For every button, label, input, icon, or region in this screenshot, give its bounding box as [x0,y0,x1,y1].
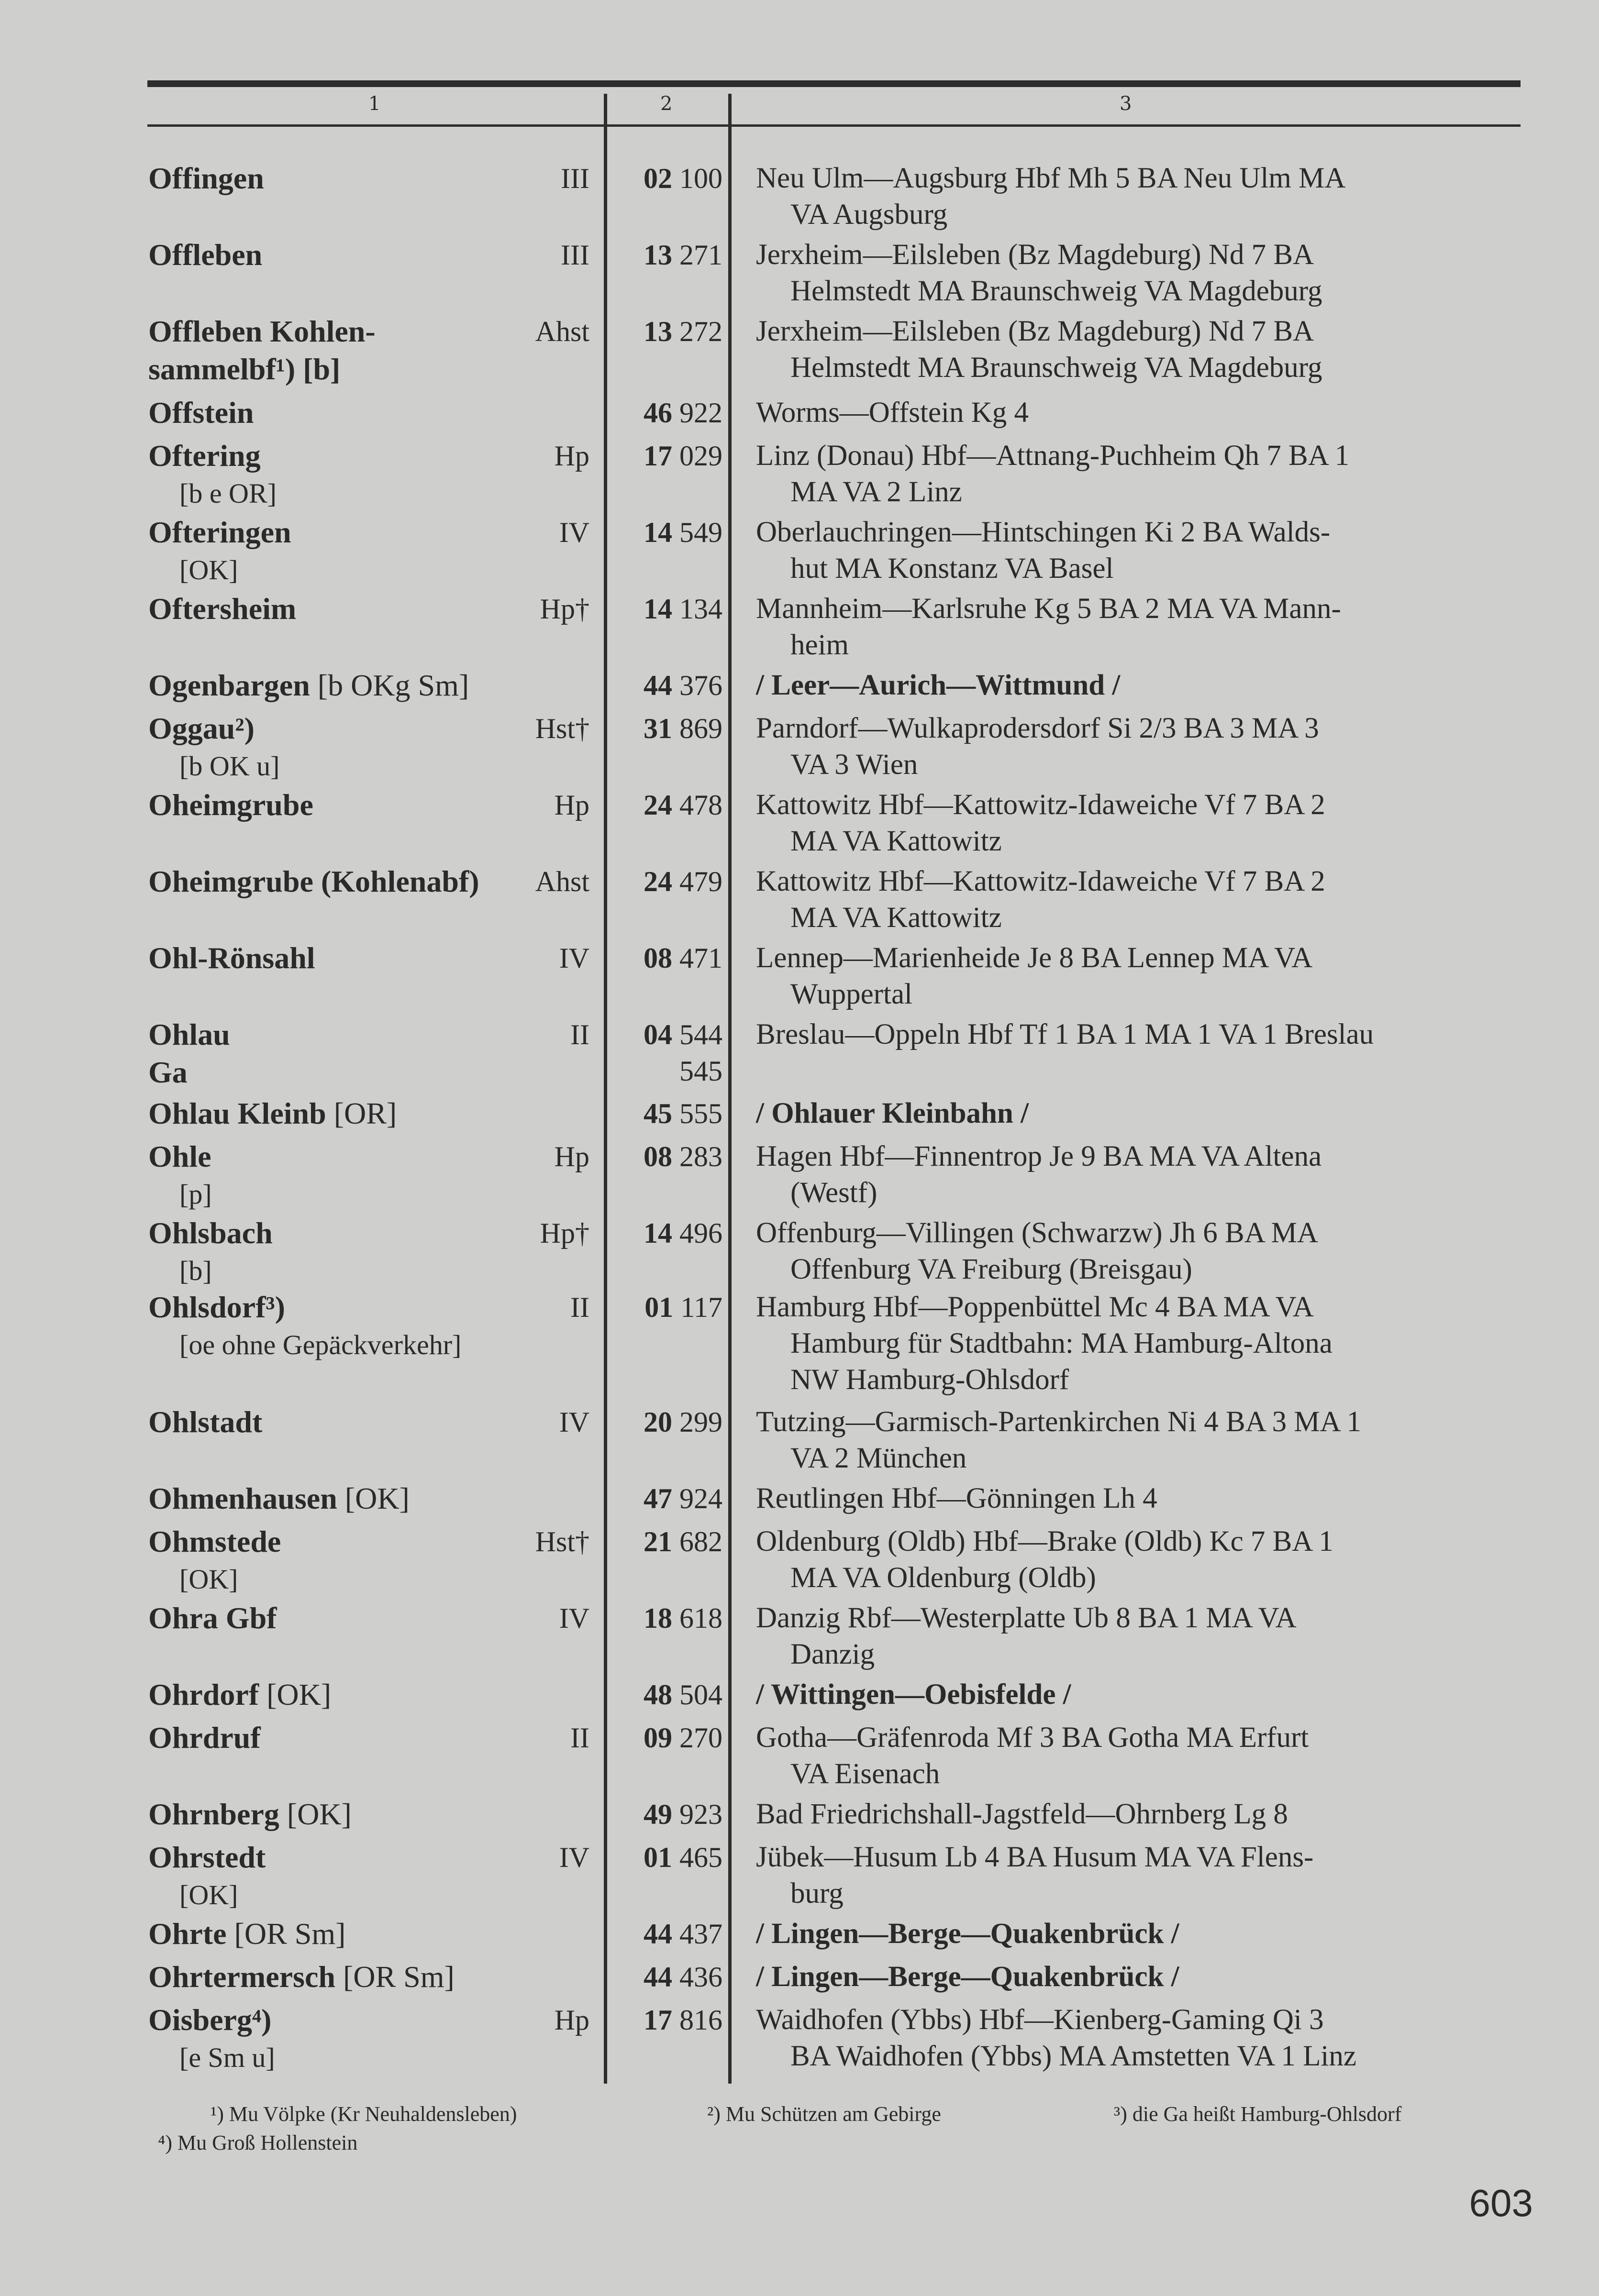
table-row [0,160,1599,235]
route-info-cont: (Westf) [790,1177,877,1209]
station-code: 24 479 [644,866,722,897]
route-info: Worms—Offstein Kg 4 [756,397,1029,429]
station-class: II [570,1019,589,1050]
station-class: II [570,1292,589,1323]
station-name: Oftering [148,439,261,473]
route-info-cont: VA 3 Wien [790,749,918,781]
station-class: Hp† [540,593,589,625]
station-class: III [561,239,589,271]
station-name: Ohlstadt [148,1405,263,1439]
route-info: Danzig Rbf—Westerplatte Ub 8 BA 1 MA VA Danzig [756,1600,1531,1673]
station-class: Hp† [540,1217,589,1249]
station-class: Hp [554,2004,589,2036]
route-info-cont: burg [790,1877,844,1910]
station-name: Ohl-Rönsahl [148,941,315,975]
table-row [0,940,1599,1015]
station-code: 09 270 [644,1722,722,1754]
station-class: Hp [554,1141,589,1172]
table-row [0,1839,1599,1914]
route-info: Kattowitz Hbf—Kattowitz-Idaweiche Vf 7 BA 2 MA VA Kattowitz [756,863,1531,936]
station-name: Oisberg⁴) [148,2003,272,2037]
route-info: Neu Ulm—Augsburg Hbf Mh 5 BA Neu Ulm MA VA Augsburg [756,160,1531,233]
station-name: Offleben [148,238,263,272]
station-name: Ohrstedt [148,1840,266,1874]
station-code: 02 100 [644,163,722,194]
route-info-cont: Helmstedt MA Braunschweig VA Magdeburg [790,275,1322,307]
route-info-cont: VA Eisenach [790,1758,940,1790]
route-info: Oberlauchringen—Hintschingen Ki 2 BA Walds- hut MA Konstanz VA Basel [756,514,1531,587]
station-code: 48 504 [644,1679,722,1711]
station-name: Ohra Gbf [148,1601,277,1635]
route-info: Gotha—Gräfenroda Mf 3 BA Gotha MA Erfurt VA Eisenach [756,1720,1531,1792]
station-code: 24 478 [644,789,722,821]
station-name: Oggau²) [148,711,255,745]
route-info: Parndorf—Wulkaprodersdorf Si 2/3 BA 3 MA 3 VA 3 Wien [756,710,1531,783]
station-note: [OR] [333,1096,397,1130]
station-code: 17 029 [644,440,722,472]
station-name: Ohmstede [148,1524,281,1558]
route-info: / Lingen—Berge—Quakenbrück / [756,1918,1179,1950]
station-remark: [b OK u] [179,751,280,782]
route-info: Reutlingen Hbf—Gönningen Lh 4 [756,1482,1157,1514]
route-info: / Wittingen—Oebisfelde / [756,1678,1071,1711]
station-class: Ahst [535,866,589,897]
table-row [0,1215,1599,1290]
station-name: Ohle [148,1139,211,1173]
route-info: Waidhofen (Ybbs) Hbf—Kienberg-Gaming Qi 3 BA Waidhofen (Ybbs) MA Amstetten VA 1 Linz [756,2002,1531,2075]
station-name: Ohrdruf [148,1721,261,1755]
station-name: Ohlau [148,1017,230,1051]
station-class: III [561,163,589,194]
station-code: 14 134 [644,593,722,625]
station-code: 18 618 [644,1602,722,1634]
station-code: 44 437 [644,1918,722,1950]
route-info-cont: MA VA Oldenburg (Oldb) [790,1562,1096,1594]
station-name: Ogenbargen [b OKg Sm] [148,668,469,702]
station-name: Offstein [148,396,254,430]
table-row [0,1404,1599,1479]
route-info-cont: Danzig [790,1638,875,1670]
route-info: Oldenburg (Oldb) Hbf—Brake (Oldb) Kc 7 BA 1 MA VA Oldenburg (Oldb) [756,1523,1531,1596]
route-info: Tutzing—Garmisch-Partenkirchen Ni 4 BA 3 MA 1 VA 2 München [756,1404,1531,1477]
column-header-2: 2 [660,93,673,115]
route-info-cont: VA 2 München [790,1442,967,1474]
route-info: Jerxheim—Eilsleben (Bz Magdeburg) Nd 7 BA Helmstedt MA Braunschweig VA Magdeburg [756,237,1531,309]
column-header-1: 1 [368,93,381,115]
page-number: 603 [1469,2182,1533,2224]
table-row [0,710,1599,785]
route-info: Hamburg Hbf—Poppenbüttel Mc 4 BA MA VA Hamburg für Stadtbahn: MA Hamburg-Altona NW Hamburg-Ohlsdorf [756,1289,1531,1398]
table-row [0,1016,1599,1091]
route-info-cont: Hamburg für Stadtbahn: MA Hamburg-Altona [790,1327,1332,1359]
route-info-cont: VA Augsburg [790,199,948,231]
table-row [0,863,1599,938]
footnote-1: ¹) Mu Völpke (Kr Neuhaldensleben) [211,2102,517,2126]
station-name-cont: sammelbf¹) [b] [148,352,341,386]
station-class: Hst† [535,1526,589,1557]
station-class: IV [559,1602,589,1634]
footnote-4: ⁴) Mu Groß Hollenstein [158,2131,358,2154]
footnote-3: ³) die Ga heißt Hamburg-Ohlsdorf [1114,2102,1402,2126]
header-rule [147,124,1521,127]
station-note: [OR Sm] [343,1960,455,1994]
station-code: 08 283 [644,1141,722,1172]
route-info-cont: Wuppertal [790,978,912,1010]
station-remark: [OK] [179,1564,238,1595]
station-name: Ofteringen [148,515,291,549]
station-code: 46 922 [644,397,722,429]
table-row [0,2002,1599,2076]
table-row [0,1600,1599,1675]
station-code: 17 816 [644,2004,722,2036]
station-class: II [570,1722,589,1754]
station-class: IV [559,1842,589,1873]
station-code: 14 496 [644,1217,722,1249]
station-remark: [b] [179,1255,212,1286]
station-name: Ohlau Kleinb [OR] [148,1096,397,1130]
station-note: [OK] [266,1678,332,1711]
route-info: Bad Friedrichshall-Jagstfeld—Ohrnberg Lg 8 [756,1798,1288,1830]
route-info: / Ohlauer Kleinbahn / [756,1097,1029,1129]
station-name: Oheimgrube [148,788,313,822]
route-info: Hagen Hbf—Finnentrop Je 9 BA MA VA Altena (Westf) [756,1138,1531,1211]
route-info-cont: NW Hamburg-Ohlsdorf [790,1364,1069,1396]
station-class: IV [559,1406,589,1438]
table-row [0,1289,1599,1396]
route-info: Breslau—Oppeln Hbf Tf 1 BA 1 MA 1 VA 1 Breslau [756,1018,1374,1050]
table-row [0,591,1599,665]
station-code: 45 555 [644,1098,722,1129]
station-code: 20 299 [644,1406,722,1438]
station-code: 08 471 [644,942,722,974]
station-code: 47 924 [644,1483,722,1514]
station-remark: [oe ohne Gepäckverkehr] [179,1329,462,1360]
station-name-cont: Ga [148,1055,188,1089]
route-info-cont: MA VA Kattowitz [790,825,1002,857]
footnote-2: ²) Mu Schützen am Gebirge [707,2102,941,2126]
station-name: Ohrte [OR Sm] [148,1917,346,1951]
route-info-cont: hut MA Konstanz VA Basel [790,552,1114,585]
table-row [0,1720,1599,1794]
station-note: [OK] [287,1797,352,1831]
station-name: Ohlsbach [148,1216,273,1250]
table-row [0,438,1599,512]
route-info: Jerxheim—Eilsleben (Bz Magdeburg) Nd 7 BA Helmstedt MA Braunschweig VA Magdeburg [756,313,1531,386]
route-info-cont: Helmstedt MA Braunschweig VA Magdeburg [790,352,1322,384]
station-code: 21 682 [644,1526,722,1557]
station-code: 04 544 [644,1019,722,1050]
station-remark: [e Sm u] [179,2042,275,2073]
station-class: Ahst [535,316,589,347]
station-code: 01 465 [644,1842,722,1873]
station-class: IV [559,942,589,974]
route-info-cont: MA VA 2 Linz [790,476,962,508]
station-class: IV [559,517,589,548]
station-name: Ohrtermersch [OR Sm] [148,1960,455,1994]
station-name: Offleben Kohlen- [148,314,376,348]
station-remark: [p] [179,1179,212,1210]
route-info-cont: heim [790,629,849,661]
station-code: 44 376 [644,670,722,701]
route-info-cont: Offenburg VA Freiburg (Breisgau) [790,1253,1192,1285]
station-name: Offingen [148,161,264,195]
station-name: Oheimgrube (Kohlenabf) [148,864,479,898]
station-class: Hp [554,440,589,472]
station-remark: [b e OR] [179,478,277,509]
station-name: Oftersheim [148,592,297,626]
station-name: Ohlsdorf³) [148,1290,285,1324]
route-info: Mannheim—Karlsruhe Kg 5 BA 2 MA VA Mann- heim [756,591,1531,663]
station-remark: [OK] [179,1879,238,1910]
route-info: / Leer—Aurich—Wittmund / [756,669,1121,701]
route-info: / Lingen—Berge—Quakenbrück / [756,1961,1179,1993]
route-info-cont: BA Waidhofen (Ybbs) MA Amstetten VA 1 Linz [790,2040,1356,2072]
station-code: 31 869 [644,713,722,744]
station-name: Ohrdorf [OK] [148,1678,332,1711]
table-row [0,1523,1599,1598]
station-name: Ohrnberg [OK] [148,1797,352,1831]
route-info: Linz (Donau) Hbf—Attnang-Puchheim Qh 7 BA 1 MA VA 2 Linz [756,438,1531,510]
station-remark: [OK] [179,554,238,585]
station-code: 14 549 [644,517,722,548]
station-note: [OR Sm] [234,1917,346,1951]
station-note: [OK] [344,1481,410,1515]
station-name: Ohmenhausen [OK] [148,1481,410,1515]
station-code: 01 117 [644,1292,722,1323]
table-row [0,787,1599,861]
route-info: Lennep—Marienheide Je 8 BA Lennep MA VA Wuppertal [756,940,1531,1013]
station-note: [b OKg Sm] [317,668,469,702]
route-info-cont: MA VA Kattowitz [790,902,1002,934]
station-code: 44 436 [644,1961,722,1993]
station-class: Hp [554,789,589,821]
table-row [0,313,1599,388]
table-row [0,514,1599,589]
table-row [0,1138,1599,1213]
top-rule [147,80,1521,87]
station-code-cont: 545 [679,1055,722,1087]
route-info: Offenburg—Villingen (Schwarzw) Jh 6 BA MA Offenburg VA Freiburg (Breisgau) [756,1215,1531,1288]
station-code: 49 923 [644,1799,722,1830]
route-info: Jübek—Husum Lb 4 BA Husum MA VA Flens- burg [756,1839,1531,1912]
column-header-3: 3 [1120,93,1132,115]
station-class: Hst† [535,713,589,744]
station-code: 13 271 [644,239,722,271]
station-code: 13 272 [644,316,722,347]
table-row [0,237,1599,311]
route-info: Kattowitz Hbf—Kattowitz-Idaweiche Vf 7 BA 2 MA VA Kattowitz [756,787,1531,860]
